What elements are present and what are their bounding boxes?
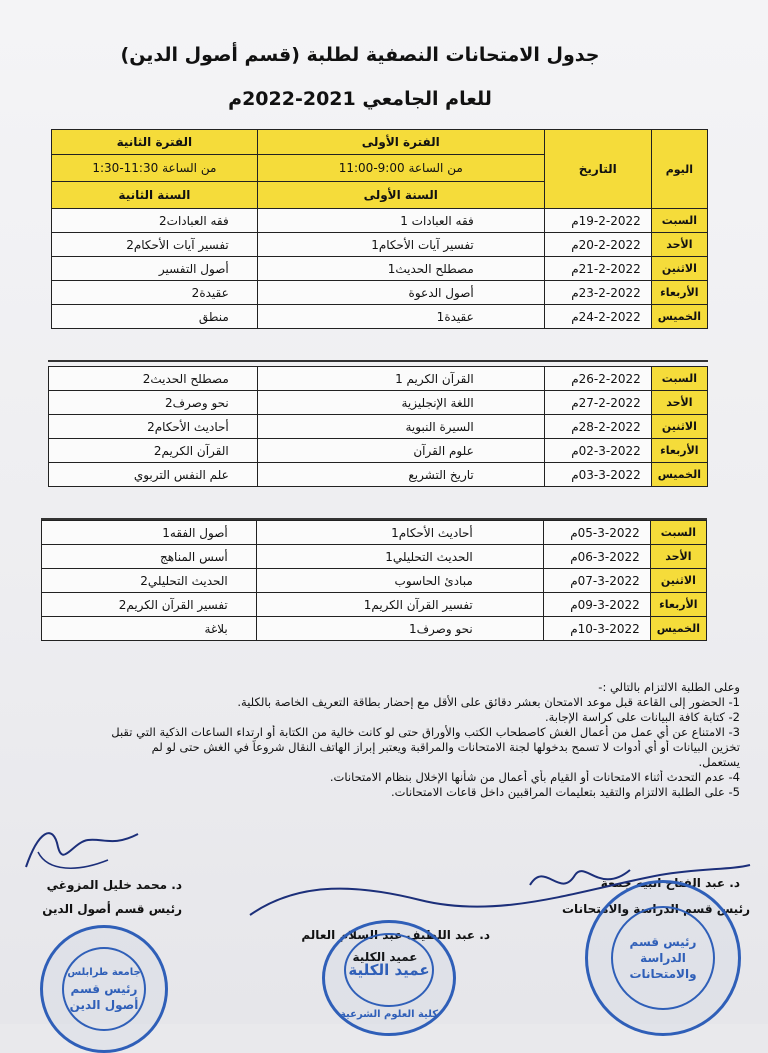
- year2-exam-cell: الحديث التحليلي2: [42, 569, 257, 593]
- header-period1: الفترة الأولى: [257, 130, 544, 155]
- year2-exam-cell: عقيدة2: [52, 281, 258, 305]
- year1-exam-cell: السيرة النبوية: [257, 415, 544, 439]
- table-row: [52, 281, 708, 305]
- date-cell: 05-3-2022م: [543, 521, 650, 545]
- header-period2-time: من الساعة 11:30-1:30: [52, 155, 258, 182]
- year2-exam-cell: تفسير القرآن الكريم2: [42, 593, 257, 617]
- instructions-intro: وعلى الطلبة الالتزام بالتالي :-: [598, 680, 740, 694]
- table-row: [42, 593, 707, 617]
- table-row: [49, 415, 708, 439]
- table-row: [49, 463, 708, 487]
- year1-exam-cell: تفسير القرآن الكريم1: [256, 593, 543, 617]
- day-cell: الأربعاء: [650, 593, 706, 617]
- day-cell: الخميس: [651, 463, 707, 487]
- stamp-left: [40, 925, 168, 1053]
- day-cell: الأربعاء: [651, 439, 707, 463]
- year2-exam-cell: فقه العبادات2: [52, 209, 258, 233]
- day-cell: الأربعاء: [651, 281, 707, 305]
- schedule-table-week1: [51, 129, 708, 329]
- signature-left-name: د. محمد خليل المزوغي: [46, 878, 182, 892]
- date-cell: 28-2-2022م: [544, 415, 651, 439]
- year1-exam-cell: مصطلح الحديث1: [257, 257, 544, 281]
- table-row: [42, 521, 707, 545]
- year2-exam-cell: تفسير آيات الأحكام2: [52, 233, 258, 257]
- year1-exam-cell: الحديث التحليلي1: [256, 545, 543, 569]
- stamp-left-line1: جامعة طرابلس: [67, 967, 141, 978]
- instruction-3-cont: تخزين البيانات أو أي أدوات لا تسمح بدخولها لجنة الامتحانات والمراقبة ويعتبر إبراز الهاتف النقال شروعاً في الغش حتى لو لم: [151, 740, 740, 754]
- table-row: [42, 617, 707, 641]
- year2-exam-cell: أصول الفقه1: [42, 521, 257, 545]
- stamp-right: [585, 880, 741, 1036]
- instruction-5: 5- على الطلبة الالتزام والتقيد بتعليمات المراقبين داخل قاعات الامتحانات.: [390, 785, 740, 799]
- signature-center-title: عميد الكلية: [352, 950, 418, 964]
- day-cell: الخميس: [651, 305, 707, 329]
- day-cell: الاثنين: [651, 415, 707, 439]
- academic-year-title: للعام الجامعي 2021-2022م: [228, 88, 492, 110]
- instructions: [40, 680, 740, 800]
- header-period1-time: من الساعة 9:00-11:00: [257, 155, 544, 182]
- table-row: [52, 209, 708, 233]
- table-row: [42, 545, 707, 569]
- year2-exam-cell: منطق: [52, 305, 258, 329]
- date-cell: 10-3-2022م: [543, 617, 650, 641]
- date-cell: 06-3-2022م: [543, 545, 650, 569]
- stamp-left-line2: رئيس قسم: [70, 982, 138, 996]
- signature-right-name: د. عبد الفتاح انبيه جمعة: [600, 876, 740, 890]
- date-cell: 26-2-2022م: [544, 367, 651, 391]
- day-cell: السبت: [650, 521, 706, 545]
- date-cell: 07-3-2022م: [543, 569, 650, 593]
- table-row: [49, 367, 708, 391]
- table-row: [49, 391, 708, 415]
- table-row: [52, 305, 708, 329]
- table-row: [49, 439, 708, 463]
- year1-exam-cell: فقه العبادات 1: [257, 209, 544, 233]
- day-cell: الخميس: [650, 617, 706, 641]
- header-day: اليوم: [651, 130, 707, 209]
- year1-exam-cell: أصول الدعوة: [257, 281, 544, 305]
- document-title: جدول الامتحانات النصفية لطلبة (قسم أصول الدين): [120, 44, 600, 66]
- divider: [48, 360, 708, 362]
- day-cell: الاثنين: [651, 257, 707, 281]
- year2-exam-cell: علم النفس التربوي: [49, 463, 258, 487]
- year2-exam-cell: القرآن الكريم2: [49, 439, 258, 463]
- year2-exam-cell: أسس المناهج: [42, 545, 257, 569]
- stamp-center-line2: كلية العلوم الشرعية: [339, 1009, 439, 1020]
- day-cell: السبت: [651, 367, 707, 391]
- day-cell: الأحد: [650, 545, 706, 569]
- date-cell: 03-3-2022م: [544, 463, 651, 487]
- stamp-center-line1: عميد الكلية: [348, 961, 430, 979]
- year2-exam-cell: مصطلح الحديث2: [49, 367, 258, 391]
- date-cell: 02-3-2022م: [544, 439, 651, 463]
- header-period2: الفترة الثانية: [52, 130, 258, 155]
- day-cell: الأحد: [651, 391, 707, 415]
- year1-exam-cell: نحو وصرف1: [256, 617, 543, 641]
- date-cell: 24-2-2022م: [544, 305, 651, 329]
- instruction-3-end: يستعمل.: [698, 755, 740, 769]
- stamp-center: [322, 920, 456, 1036]
- year1-exam-cell: مبادئ الحاسوب: [256, 569, 543, 593]
- header-year1: السنة الأولى: [257, 182, 544, 209]
- date-cell: 20-2-2022م: [544, 233, 651, 257]
- instruction-3: 3- الامتناع عن أي عمل من أعمال الغش كاصطحاب الكتب والأوراق حتى لو كانت خالية من الكتابة أو ارتداء الساعات الذكية التي تقبل: [111, 725, 740, 739]
- date-cell: 27-2-2022م: [544, 391, 651, 415]
- year2-exam-cell: أحاديث الأحكام2: [49, 415, 258, 439]
- year1-exam-cell: أحاديث الأحكام1: [256, 521, 543, 545]
- date-cell: 19-2-2022م: [544, 209, 651, 233]
- year1-exam-cell: عقيدة1: [257, 305, 544, 329]
- date-cell: 23-2-2022م: [544, 281, 651, 305]
- year1-exam-cell: القرآن الكريم 1: [257, 367, 544, 391]
- table-row: [52, 257, 708, 281]
- stamp-right-line1: رئيس قسم: [629, 935, 697, 949]
- header-year2: السنة الثانية: [52, 182, 258, 209]
- stamp-left-line3: أصول الدين: [69, 998, 139, 1012]
- header-date: التاريخ: [544, 130, 651, 209]
- year2-exam-cell: نحو وصرف2: [49, 391, 258, 415]
- stamp-right-line2: الدراسة: [640, 951, 686, 965]
- instruction-1: 1- الحضور إلى القاعة قبل موعد الامتحان بعشر دقائق على الأقل مع إحضار بطاقة التعريف الخاصة بالكلية.: [237, 695, 740, 709]
- date-cell: 21-2-2022م: [544, 257, 651, 281]
- day-cell: الاثنين: [650, 569, 706, 593]
- year2-exam-cell: أصول التفسير: [52, 257, 258, 281]
- year2-exam-cell: بلاغة: [42, 617, 257, 641]
- schedule-table-week3: [41, 520, 707, 641]
- year1-exam-cell: تفسير آيات الأحكام1: [257, 233, 544, 257]
- schedule-table-week2: [48, 366, 708, 487]
- stamp-right-line3: والامتحانات: [629, 967, 697, 981]
- date-cell: 09-3-2022م: [543, 593, 650, 617]
- table-row: [42, 569, 707, 593]
- signature-center-name: د. عبد اللطيف عبد السلام العالم: [301, 928, 490, 942]
- signature-right-title: رئيس قسم الدراسة والامتحانات: [562, 902, 750, 916]
- day-cell: السبت: [651, 209, 707, 233]
- day-cell: الأحد: [651, 233, 707, 257]
- instruction-4: 4- عدم التحدث أثناء الامتحانات أو القيام بأي أعمال من شأنها الإخلال بنظام الامتحانات.: [329, 770, 740, 784]
- year1-exam-cell: تاريخ التشريع: [257, 463, 544, 487]
- table-row: [52, 233, 708, 257]
- signature-left-title: رئيس قسم أصول الدين: [42, 902, 182, 916]
- year1-exam-cell: علوم القرآن: [257, 439, 544, 463]
- signature-scribble-left: [18, 812, 148, 882]
- year1-exam-cell: اللغة الإنجليزية: [257, 391, 544, 415]
- instruction-2: 2- كتابة كافة البيانات على كراسة الإجابة.: [544, 710, 740, 724]
